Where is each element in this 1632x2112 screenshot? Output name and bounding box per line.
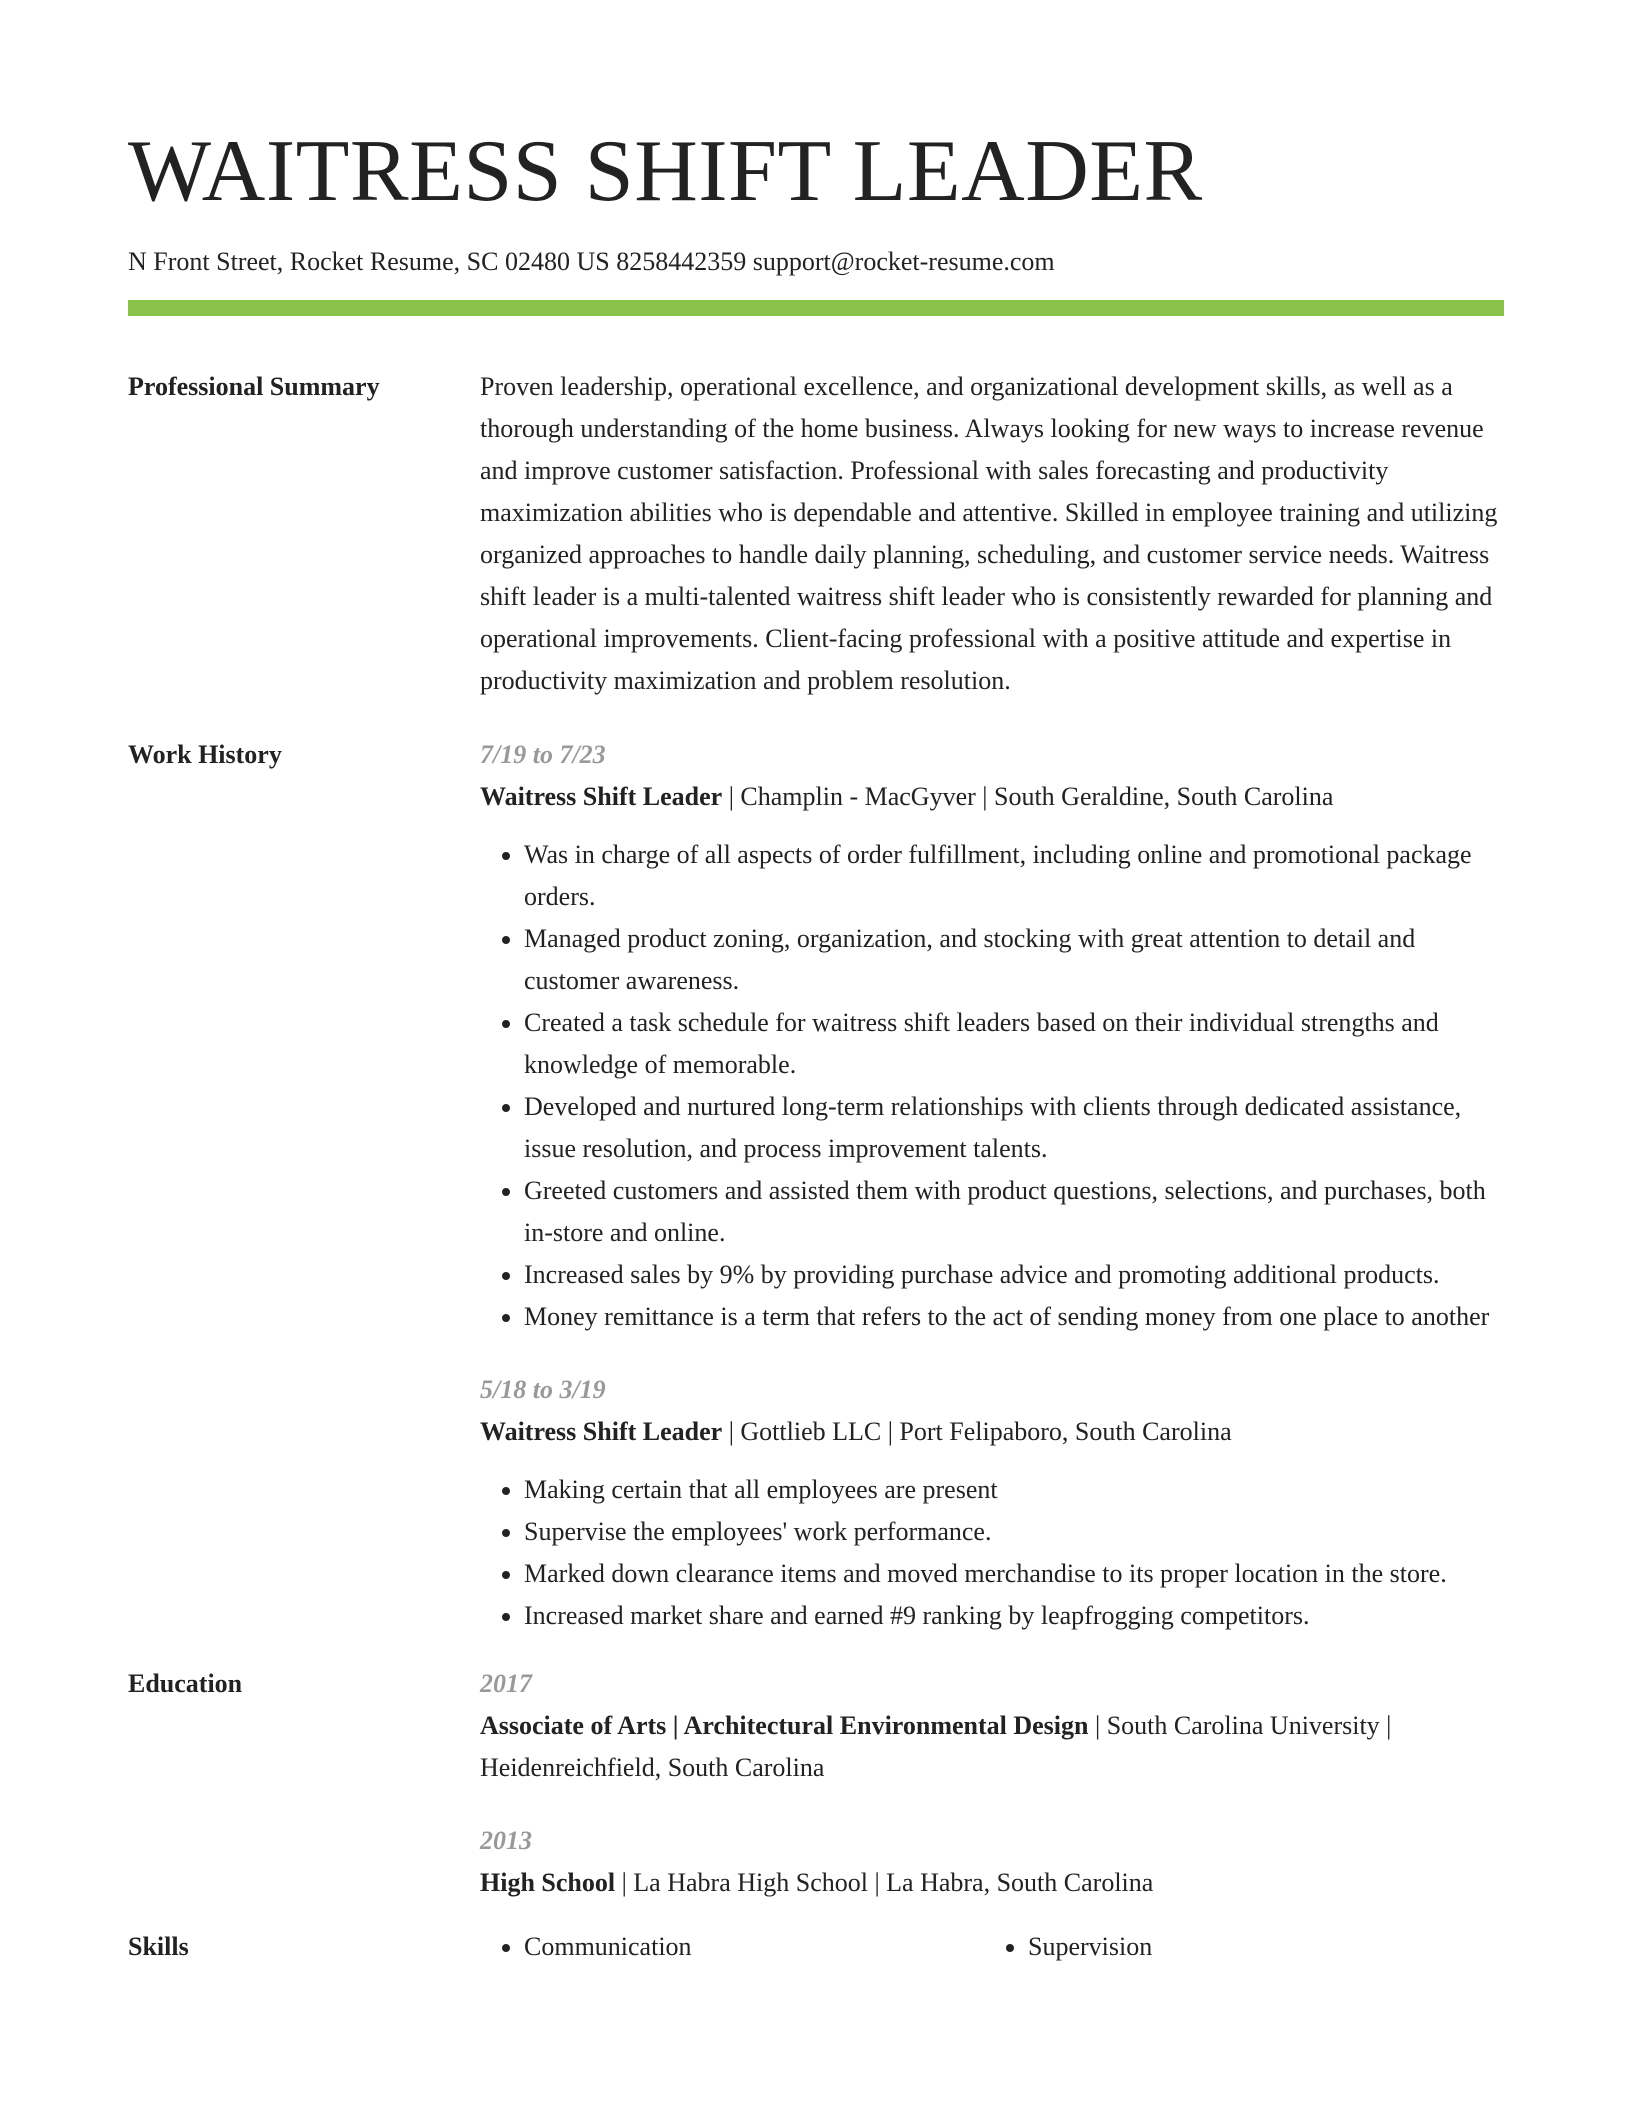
section-label: Education (128, 1669, 243, 1698)
job-title-line (480, 1411, 1504, 1453)
list-item: • Increased sales by 9% by providing purchase advice and promoting additional products. (524, 1254, 1504, 1296)
section-label: Professional Summary (128, 372, 380, 401)
education-line (480, 1862, 1504, 1904)
skills-grid (480, 1926, 1504, 1968)
work-entries (480, 734, 1504, 1637)
job-dates: 5/18 to 3/19 (480, 1375, 606, 1404)
education-entry (480, 1663, 1504, 1789)
list-item: • Making certain that all employees are present (524, 1469, 1504, 1511)
education-degree: Associate of Arts | Architectural Environmental Design (480, 1711, 1089, 1740)
skills-column (480, 1926, 984, 1968)
list-item: • Managed product zoning, organization, and stocking with great attention to detail and customer awareness. (524, 918, 1504, 1002)
section-label: Skills (128, 1932, 189, 1961)
job-bullets (480, 1469, 1504, 1637)
section-label: Work History (128, 740, 282, 769)
list-item: • Created a task schedule for waitress shift leaders based on their individual strengths and knowledge of memorable. (524, 1002, 1504, 1086)
education-degree: High School (480, 1868, 616, 1897)
job-title-line (480, 776, 1504, 818)
contact-address: N Front Street, Rocket Resume, SC 02480 US (128, 247, 610, 276)
education-entries (480, 1663, 1504, 1904)
list-item: • Supervise the employees' work performance. (524, 1511, 1504, 1553)
education-entry (480, 1820, 1504, 1904)
education-details: | La Habra High School | La Habra, South Carolina (615, 1868, 1154, 1897)
section-education (128, 1663, 1504, 1904)
contact-line (128, 244, 1504, 280)
list-item: • Money remittance is a term that refers to the act of sending money from one place to another (524, 1296, 1504, 1338)
education-line (480, 1705, 1504, 1789)
education-details: | South Carolina University | Heidenreichfield, South Carolina (480, 1711, 1392, 1782)
resume-page (128, 0, 1504, 1968)
list-item: • Marked down clearance items and moved merchandise to its proper location in the store. (524, 1553, 1504, 1595)
job-title: Waitress Shift Leader (480, 782, 723, 811)
skill-item: • Communication (524, 1926, 984, 1968)
section-work-history (128, 734, 1504, 1637)
contact-phone: 8258442359 (616, 247, 747, 276)
contact-email: support@rocket-resume.com (752, 247, 1055, 276)
header-divider (128, 300, 1504, 316)
summary-text: Proven leadership, operational excellence, and organizational development skills, as well as a thorough understanding of the home business. Always looking for new ways to increase revenue and improve customer satisfaction. Professional with sales forecasting and productivity maximization abilities who is dependable and attentive. Skilled in employee training and utilizing organized approaches to handle daily planning, scheduling, and customer service needs. Waitress shift leader is a multi-talented waitress shift leader who is consistently rewarded for planning and operational improvements. Client-facing professional with a positive attitude and expertise in productivity maximization and problem resolution. (480, 372, 1498, 695)
job-entry (480, 1369, 1504, 1637)
skill-item: • Supervision (1028, 1926, 1488, 1968)
job-title: Waitress Shift Leader (480, 1417, 723, 1446)
skills-column (984, 1926, 1488, 1968)
resume-name: WAITRESS SHIFT LEADER (128, 123, 1203, 220)
job-details: | Gottlieb LLC | Port Felipaboro, South Carolina (722, 1417, 1232, 1446)
education-year: 2017 (480, 1669, 532, 1698)
list-item: • Was in charge of all aspects of order fulfillment, including online and promotional package orders. (524, 834, 1504, 918)
list-item: • Increased market share and earned #9 ranking by leapfrogging competitors. (524, 1595, 1504, 1637)
section-skills (128, 1926, 1504, 1968)
section-professional-summary (128, 366, 1504, 702)
job-bullets (480, 834, 1504, 1338)
list-item: • Developed and nurtured long-term relationships with clients through dedicated assistance, issue resolution, and process improvement talents. (524, 1086, 1504, 1170)
list-item: • Greeted customers and assisted them with product questions, selections, and purchases, both in-store and online. (524, 1170, 1504, 1254)
job-entry (480, 734, 1504, 1338)
education-year: 2013 (480, 1826, 532, 1855)
job-details: | Champlin - MacGyver | South Geraldine, South Carolina (722, 782, 1334, 811)
job-dates: 7/19 to 7/23 (480, 740, 606, 769)
